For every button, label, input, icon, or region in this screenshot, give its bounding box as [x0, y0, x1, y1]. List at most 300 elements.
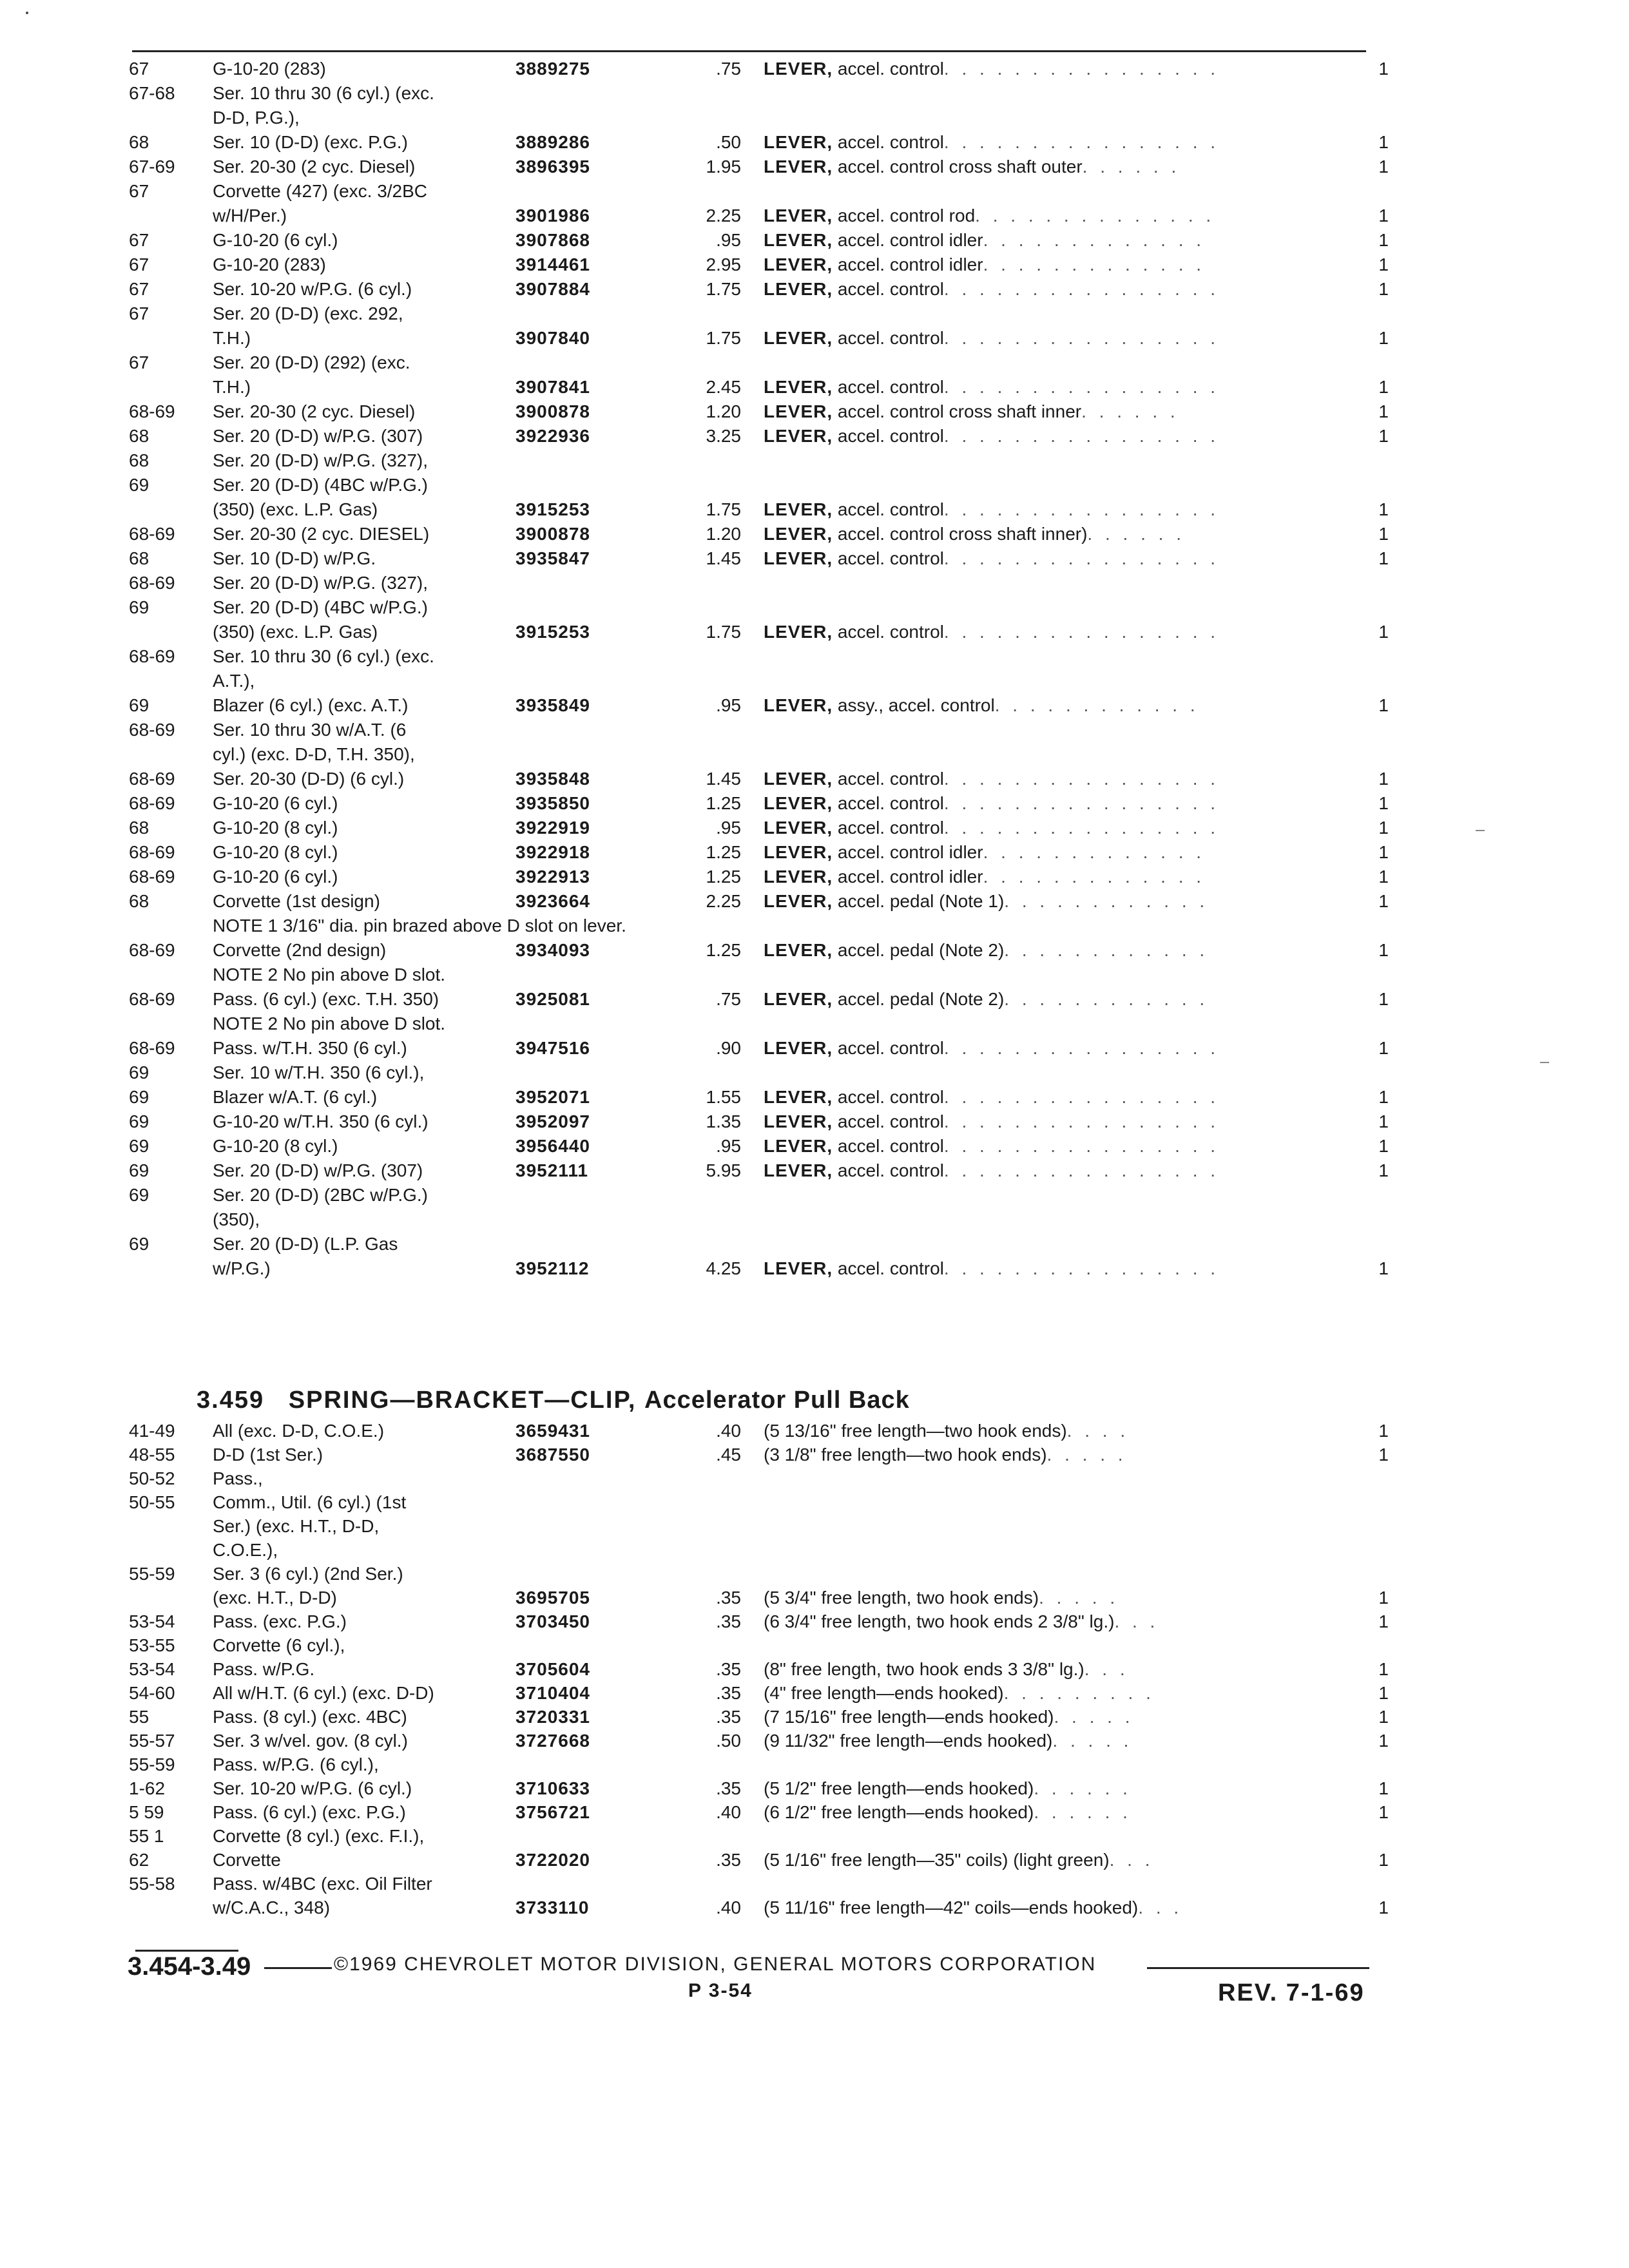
quantity: 1 — [1378, 132, 1389, 152]
year-range: 69 — [129, 1234, 149, 1254]
year-range: 68-69 — [129, 940, 175, 960]
price: 1.45 — [706, 769, 741, 789]
leader-dots: . . . — [1109, 1850, 1154, 1870]
leader-dots: . . . . . . . . . — [1003, 1683, 1155, 1703]
quantity: 1 — [1378, 1160, 1389, 1180]
leader-dots: . . . . . . . . . . . . . . . . — [943, 548, 1220, 568]
quantity: 1 — [1378, 255, 1389, 274]
year-range: 55-59 — [129, 1564, 175, 1584]
footer-page-number: P 3-54 — [688, 1980, 753, 2001]
part-name: LEVER, — [764, 1038, 833, 1058]
application-desc: Ser. 10 w/T.H. 350 (6 cyl.), — [213, 1062, 425, 1082]
application-desc: Ser. 20-30 (2 cyc. DIESEL) — [213, 524, 430, 544]
leader-dots: . . . . . . . . . . . . . . . . — [943, 328, 1220, 348]
part-number: 3914461 — [516, 255, 591, 274]
footer-section-range: 3.454-3.49 — [128, 1952, 251, 1981]
application-desc: C.O.E.), — [213, 1540, 278, 1560]
price: .40 — [716, 1898, 741, 1917]
application-desc: T.H.) — [213, 377, 251, 397]
part-number: 3733110 — [516, 1898, 590, 1917]
price: .45 — [716, 1445, 741, 1465]
application-desc: Ser. 10 thru 30 w/A.T. (6 — [213, 720, 407, 740]
part-name: LEVER, — [764, 401, 833, 421]
leader-dots: . . . . . — [1039, 1588, 1119, 1608]
year-range: 68-69 — [129, 769, 175, 789]
part-description: LEVER, accel. control . . . . . . . . . . . . . . . . — [764, 1136, 1220, 1156]
section-number: 3.459 — [197, 1387, 265, 1414]
year-range: 68-69 — [129, 867, 175, 887]
year-range: 55-57 — [129, 1731, 175, 1751]
part-number: 3900878 — [516, 401, 591, 421]
application-desc: Pass. (exc. P.G.) — [213, 1611, 347, 1631]
leader-dots: . . . . . . . . . . . . . . . . — [943, 769, 1220, 789]
application-desc: Ser. 20-30 (D-D) (6 cyl.) — [213, 769, 405, 789]
year-range: 68 — [129, 548, 149, 568]
year-range: 68-69 — [129, 793, 175, 813]
quantity: 1 — [1378, 230, 1389, 250]
application-desc: cyl.) (exc. D-D, T.H. 350), — [213, 744, 415, 764]
part-number: 3659431 — [516, 1421, 591, 1441]
leader-dots: . . . . . . . . . . . . . — [983, 230, 1206, 250]
application-desc: G-10-20 (6 cyl.) — [213, 230, 338, 250]
leader-dots: . . . — [1138, 1898, 1183, 1917]
part-name: LEVER, — [764, 132, 833, 152]
part-description: (8" free length, two hook ends 3 3/8" lg.) . . . — [764, 1659, 1129, 1679]
footer-rule — [264, 1967, 332, 1969]
part-number: 3922936 — [516, 426, 591, 446]
part-description: LEVER, accel. pedal (Note 2) . . . . . . . . . . . . — [764, 940, 1209, 960]
application-desc: Ser. 10 (D-D) (exc. P.G.) — [213, 132, 408, 152]
application-desc: G-10-20 w/T.H. 350 (6 cyl.) — [213, 1111, 429, 1131]
leader-dots: . . . . . — [1046, 1445, 1127, 1465]
part-name: LEVER, — [764, 818, 833, 838]
year-range: 68-69 — [129, 646, 175, 666]
year-range: 68-69 — [129, 1038, 175, 1058]
part-number: 3727668 — [516, 1731, 591, 1751]
application-desc: (350) (exc. L.P. Gas) — [213, 622, 378, 642]
part-description: LEVER, accel. control . . . . . . . . . . . . . . . . — [764, 1160, 1220, 1180]
year-range: 68-69 — [129, 401, 175, 421]
part-description: (3 1/8" free length—two hook ends) . . . . . — [764, 1445, 1127, 1465]
application-desc: Pass. w/P.G. (6 cyl.), — [213, 1754, 379, 1774]
leader-dots: . . . . . . — [1087, 524, 1185, 544]
leader-dots: . . . . . . . . . . . . . . . . — [943, 1111, 1220, 1131]
year-range: 69 — [129, 597, 149, 617]
leader-dots: . . . . . — [1052, 1731, 1133, 1751]
year-range: 67-69 — [129, 157, 175, 177]
application-desc: Ser. 10 (D-D) w/P.G. — [213, 548, 376, 568]
quantity: 1 — [1378, 1778, 1389, 1798]
price: 4.25 — [706, 1258, 741, 1278]
year-range: 68 — [129, 132, 149, 152]
price: 1.75 — [706, 279, 741, 299]
application-desc: Pass., — [213, 1468, 263, 1488]
price: .35 — [716, 1659, 741, 1679]
application-desc: Ser. 20 (D-D) w/P.G. (307) — [213, 1160, 423, 1180]
part-name: LEVER, — [764, 157, 833, 177]
application-desc: A.T.), — [213, 671, 255, 691]
year-range: 68 — [129, 891, 149, 911]
part-number: 3956440 — [516, 1136, 591, 1156]
part-description: LEVER, accel. control idler . . . . . . . . . . . . . — [764, 230, 1206, 250]
price: 2.45 — [706, 377, 741, 397]
year-range: 55-58 — [129, 1874, 175, 1894]
part-name: LEVER, — [764, 548, 833, 568]
leader-dots: . . . . . . . . . . . . . . — [975, 206, 1215, 226]
part-number: 3687550 — [516, 1445, 591, 1465]
price: .40 — [716, 1421, 741, 1441]
part-number: 3907884 — [516, 279, 591, 299]
quantity: 1 — [1378, 989, 1389, 1009]
year-range: 67 — [129, 59, 149, 79]
quantity: 1 — [1378, 695, 1389, 715]
year-range: 68-69 — [129, 573, 175, 593]
year-range: 53-55 — [129, 1635, 175, 1655]
part-description: LEVER, assy., accel. control . . . . . . . . . . . . — [764, 695, 1199, 715]
part-name: LEVER, — [764, 1258, 833, 1278]
price: 1.75 — [706, 499, 741, 519]
year-range: 68-69 — [129, 524, 175, 544]
part-number: 3710404 — [516, 1683, 591, 1703]
year-range: 69 — [129, 1160, 149, 1180]
application-desc: NOTE 2 No pin above D slot. — [213, 1014, 446, 1033]
part-name: LEVER, — [764, 499, 833, 519]
price: .35 — [716, 1683, 741, 1703]
year-range: 68-69 — [129, 720, 175, 740]
price: .35 — [716, 1611, 741, 1631]
application-desc: All w/H.T. (6 cyl.) (exc. D-D) — [213, 1683, 434, 1703]
quantity: 1 — [1378, 157, 1389, 177]
part-name: LEVER, — [764, 1111, 833, 1131]
part-number: 3710633 — [516, 1778, 591, 1798]
application-desc: Pass. w/T.H. 350 (6 cyl.) — [213, 1038, 407, 1058]
price: .35 — [716, 1778, 741, 1798]
part-description: (5 1/16" free length—35" coils) (light green) . . . — [764, 1850, 1154, 1870]
part-description: LEVER, accel. control . . . . . . . . . . . . . . . . — [764, 132, 1220, 152]
price: 2.25 — [706, 891, 741, 911]
application-desc: Pass. w/4BC (exc. Oil Filter — [213, 1874, 432, 1894]
application-desc: (exc. H.T., D-D) — [213, 1588, 337, 1608]
part-number: 3915253 — [516, 622, 591, 642]
application-desc: Ser. 20 (D-D) w/P.G. (307) — [213, 426, 423, 446]
part-description: LEVER, accel. control . . . . . . . . . . . . . . . . — [764, 426, 1220, 446]
margin-mark — [1540, 1062, 1549, 1063]
leader-dots: . . . . . . . . . . . . — [1004, 989, 1209, 1009]
application-desc: Corvette — [213, 1850, 281, 1870]
quantity: 1 — [1378, 769, 1389, 789]
part-description: LEVER, accel. control . . . . . . . . . . . . . . . . — [764, 793, 1220, 813]
quantity: 1 — [1378, 1258, 1389, 1278]
part-number: 3947516 — [516, 1038, 591, 1058]
application-desc: All (exc. D-D, C.O.E.) — [213, 1421, 385, 1441]
application-desc: Corvette (427) (exc. 3/2BC — [213, 181, 428, 201]
part-number: 3756721 — [516, 1802, 591, 1822]
part-name: LEVER, — [764, 377, 833, 397]
part-name: LEVER, — [764, 769, 833, 789]
part-number: 3925081 — [516, 989, 591, 1009]
price: 1.75 — [706, 622, 741, 642]
part-name: LEVER, — [764, 695, 833, 715]
part-description: (6 1/2" free length—ends hooked) . . . . . . — [764, 1802, 1132, 1822]
application-desc: Corvette (8 cyl.) (exc. F.I.), — [213, 1826, 425, 1846]
year-range: 67 — [129, 255, 149, 274]
year-range: 67 — [129, 230, 149, 250]
price: .40 — [716, 1802, 741, 1822]
price: .50 — [716, 132, 741, 152]
leader-dots: . . . . . . . . . . . . . . . . — [943, 1160, 1220, 1180]
part-description: LEVER, accel. control cross shaft inner) . . . . . . — [764, 524, 1185, 544]
year-range: 67 — [129, 279, 149, 299]
part-description: LEVER, accel. control idler . . . . . . . . . . . . . — [764, 842, 1206, 862]
application-desc: Blazer w/A.T. (6 cyl.) — [213, 1087, 378, 1107]
leader-dots: . . . . . . . . . . . . . . . . — [943, 793, 1220, 813]
quantity: 1 — [1378, 1683, 1389, 1703]
leader-dots: . . . . . . . . . . . . . . . . — [943, 1258, 1220, 1278]
application-desc: Ser. 20 (D-D) (2BC w/P.G.) — [213, 1185, 429, 1205]
leader-dots: . . . — [1084, 1659, 1129, 1679]
part-number: 3695705 — [516, 1588, 591, 1608]
footer-copyright: ©1969 CHEVROLET MOTOR DIVISION, GENERAL MOTORS CORPORATION — [334, 1954, 1097, 1975]
application-desc: D-D (1st Ser.) — [213, 1445, 323, 1465]
part-name: LEVER, — [764, 940, 833, 960]
price: 2.95 — [706, 255, 741, 274]
application-desc: G-10-20 (283) — [213, 59, 326, 79]
year-range: 41-49 — [129, 1421, 175, 1441]
part-description: (7 15/16" free length—ends hooked) . . . . . — [764, 1707, 1134, 1727]
application-desc: Ser. 10-20 w/P.G. (6 cyl.) — [213, 1778, 412, 1798]
price: .95 — [716, 230, 741, 250]
year-range: 55-59 — [129, 1754, 175, 1774]
leader-dots: . . . . . . . . . . . . . . . . — [943, 377, 1220, 397]
year-range: 68-69 — [129, 842, 175, 862]
part-description: LEVER, accel. control . . . . . . . . . . . . . . . . — [764, 1258, 1220, 1278]
top-rule — [132, 50, 1366, 52]
part-number: 3923664 — [516, 891, 591, 911]
part-description: (5 1/2" free length—ends hooked) . . . . . . — [764, 1778, 1132, 1798]
year-range: 69 — [129, 1185, 149, 1205]
application-desc: Pass. (6 cyl.) (exc. T.H. 350) — [213, 989, 439, 1009]
part-name: LEVER, — [764, 206, 833, 226]
part-name: LEVER, — [764, 1087, 833, 1107]
quantity: 1 — [1378, 1731, 1389, 1751]
application-desc: Ser. 10 thru 30 (6 cyl.) (exc. — [213, 83, 434, 103]
quantity: 1 — [1378, 1445, 1389, 1465]
price: 2.25 — [706, 206, 741, 226]
application-desc: Ser. 20-30 (2 cyc. Diesel) — [213, 401, 416, 421]
year-range: 68-69 — [129, 989, 175, 1009]
application-desc: G-10-20 (6 cyl.) — [213, 793, 338, 813]
year-range: 55 — [129, 1707, 149, 1727]
price: 1.25 — [706, 842, 741, 862]
part-number: 3896395 — [516, 157, 591, 177]
leader-dots: . . . . . . — [1034, 1802, 1132, 1822]
application-desc: Ser. 20-30 (2 cyc. Diesel) — [213, 157, 416, 177]
price: .95 — [716, 695, 741, 715]
year-range: 69 — [129, 695, 149, 715]
leader-dots: . . . . — [1066, 1421, 1130, 1441]
part-name: LEVER, — [764, 255, 833, 274]
price: 1.75 — [706, 328, 741, 348]
application-desc: NOTE 1 3/16" dia. pin brazed above D slot on lever. — [213, 916, 626, 936]
part-name: LEVER, — [764, 279, 833, 299]
price: .50 — [716, 1731, 741, 1751]
part-description: (5 11/16" free length—42" coils—ends hooked) . . . — [764, 1898, 1183, 1917]
footer-rule — [135, 1950, 238, 1952]
part-name: LEVER, — [764, 793, 833, 813]
leader-dots: . . . . . . — [1034, 1778, 1132, 1798]
year-range: 50-55 — [129, 1492, 175, 1512]
price: 1.20 — [706, 401, 741, 421]
application-desc: Pass. (6 cyl.) (exc. P.G.) — [213, 1802, 406, 1822]
part-description: (9 11/32" free length—ends hooked) . . . . . — [764, 1731, 1133, 1751]
footer-rule — [1147, 1967, 1369, 1969]
quantity: 1 — [1378, 1850, 1389, 1870]
part-number: 3705604 — [516, 1659, 591, 1679]
leader-dots: . . . . . . . . . . . . — [1004, 891, 1209, 911]
application-desc: Corvette (6 cyl.), — [213, 1635, 345, 1655]
part-name: LEVER, — [764, 622, 833, 642]
part-description: LEVER, accel. control . . . . . . . . . . . . . . . . — [764, 548, 1220, 568]
leader-dots: . . . . . — [1054, 1707, 1134, 1727]
quantity: 1 — [1378, 842, 1389, 862]
application-desc: w/C.A.C., 348) — [213, 1898, 331, 1917]
price: 1.55 — [706, 1087, 741, 1107]
part-description: LEVER, accel. control idler . . . . . . . . . . . . . — [764, 867, 1206, 887]
part-description: LEVER, accel. control . . . . . . . . . . . . . . . . — [764, 818, 1220, 838]
application-desc: Blazer (6 cyl.) (exc. A.T.) — [213, 695, 409, 715]
quantity: 1 — [1378, 1707, 1389, 1727]
part-description: (4" free length—ends hooked) . . . . . . . . . — [764, 1683, 1155, 1703]
leader-dots: . . . . . . . . . . . . . . . . — [943, 1038, 1220, 1058]
year-range: 67 — [129, 181, 149, 201]
year-range: 5 59 — [129, 1802, 164, 1822]
application-desc: G-10-20 (8 cyl.) — [213, 842, 338, 862]
year-range: 69 — [129, 475, 149, 495]
part-description: LEVER, accel. control . . . . . . . . . . . . . . . . — [764, 59, 1220, 79]
application-desc: NOTE 2 No pin above D slot. — [213, 965, 446, 985]
part-number: 3907840 — [516, 328, 591, 348]
year-range: 68 — [129, 426, 149, 446]
application-desc: w/H/Per.) — [213, 206, 287, 226]
application-desc: Ser. 10 thru 30 (6 cyl.) (exc. — [213, 646, 434, 666]
price: 1.45 — [706, 548, 741, 568]
part-description: LEVER, accel. control . . . . . . . . . . . . . . . . — [764, 1087, 1220, 1107]
price: 1.25 — [706, 793, 741, 813]
year-range: 69 — [129, 1087, 149, 1107]
price: 5.95 — [706, 1160, 741, 1180]
application-desc: G-10-20 (8 cyl.) — [213, 1136, 338, 1156]
quantity: 1 — [1378, 377, 1389, 397]
margin-mark — [1476, 830, 1485, 831]
price: .95 — [716, 818, 741, 838]
application-desc: Ser. 20 (D-D) (4BC w/P.G.) — [213, 475, 429, 495]
application-desc: Ser. 20 (D-D) (292) (exc. — [213, 352, 410, 372]
part-description: (5 13/16" free length—two hook ends) . . . . — [764, 1421, 1130, 1441]
quantity: 1 — [1378, 940, 1389, 960]
part-description: LEVER, accel. control . . . . . . . . . . . . . . . . — [764, 1111, 1220, 1131]
section-title: SPRING—BRACKET—CLIP, — [288, 1387, 637, 1414]
price: 3.25 — [706, 426, 741, 446]
leader-dots: . . . . . . . . . . . . . . . . — [943, 426, 1220, 446]
part-description: LEVER, accel. control rod . . . . . . . . . . . . . . — [764, 206, 1215, 226]
application-desc: Ser. 3 w/vel. gov. (8 cyl.) — [213, 1731, 408, 1751]
price: .75 — [716, 989, 741, 1009]
part-number: 3889286 — [516, 132, 591, 152]
part-description: LEVER, accel. control . . . . . . . . . . . . . . . . — [764, 1038, 1220, 1058]
year-range: 62 — [129, 1850, 149, 1870]
application-desc: w/P.G.) — [213, 1258, 271, 1278]
year-range: 68 — [129, 818, 149, 838]
quantity: 1 — [1378, 499, 1389, 519]
year-range: 53-54 — [129, 1611, 175, 1631]
part-number: 3720331 — [516, 1707, 591, 1727]
quantity: 1 — [1378, 1802, 1389, 1822]
leader-dots: . . . . . . . . . . . . . — [983, 867, 1206, 887]
application-desc: Ser. 20 (D-D) w/P.G. (327), — [213, 573, 429, 593]
part-name: LEVER, — [764, 989, 833, 1009]
year-range: 1-62 — [129, 1778, 166, 1798]
year-range: 55 1 — [129, 1826, 164, 1846]
year-range: 50-52 — [129, 1468, 175, 1488]
price: .35 — [716, 1707, 741, 1727]
leader-dots: . . . . . . . . . . . . . . . . — [943, 279, 1220, 299]
part-number: 3935850 — [516, 793, 591, 813]
quantity: 1 — [1378, 867, 1389, 887]
part-description: (5 3/4" free length, two hook ends) . . . . . — [764, 1588, 1119, 1608]
part-description: LEVER, accel. control . . . . . . . . . . . . . . . . — [764, 328, 1220, 348]
part-number: 3922918 — [516, 842, 591, 862]
quantity: 1 — [1378, 426, 1389, 446]
year-range: 48-55 — [129, 1445, 175, 1465]
price: 1.25 — [706, 940, 741, 960]
year-range: 69 — [129, 1111, 149, 1131]
quantity: 1 — [1378, 548, 1389, 568]
leader-dots: . . . . . . . . . . . . — [994, 695, 1199, 715]
leader-dots: . . . . . . — [1082, 157, 1181, 177]
quantity: 1 — [1378, 1421, 1389, 1441]
part-number: 3952112 — [516, 1258, 590, 1278]
part-name: LEVER, — [764, 524, 833, 544]
application-desc: (350), — [213, 1209, 260, 1229]
year-range: 54-60 — [129, 1683, 175, 1703]
quantity: 1 — [1378, 279, 1389, 299]
part-number: 3934093 — [516, 940, 591, 960]
part-number: 3935849 — [516, 695, 591, 715]
price: 1.25 — [706, 867, 741, 887]
leader-dots: . . . . . . . . . . . . . — [983, 842, 1206, 862]
leader-dots: . . . . . . — [1081, 401, 1179, 421]
quantity: 1 — [1378, 1611, 1389, 1631]
part-number: 3922919 — [516, 818, 591, 838]
part-number: 3722020 — [516, 1850, 591, 1870]
section-subtitle: Accelerator Pull Back — [644, 1387, 910, 1414]
part-name: LEVER, — [764, 842, 833, 862]
price: 1.95 — [706, 157, 741, 177]
quantity: 1 — [1378, 524, 1389, 544]
leader-dots: . . . . . . . . . . . . . . . . — [943, 1087, 1220, 1107]
part-description: LEVER, accel. control . . . . . . . . . . . . . . . . — [764, 499, 1220, 519]
part-number: 3915253 — [516, 499, 591, 519]
part-name: LEVER, — [764, 426, 833, 446]
quantity: 1 — [1378, 59, 1389, 79]
application-desc: G-10-20 (6 cyl.) — [213, 867, 338, 887]
footer-revision: REV. 7-1-69 — [1218, 1979, 1365, 2006]
quantity: 1 — [1378, 793, 1389, 813]
part-number: 3952071 — [516, 1087, 591, 1107]
part-number: 3952097 — [516, 1111, 591, 1131]
leader-dots: . . . . . . . . . . . . . . . . — [943, 499, 1220, 519]
application-desc: Comm., Util. (6 cyl.) (1st — [213, 1492, 407, 1512]
